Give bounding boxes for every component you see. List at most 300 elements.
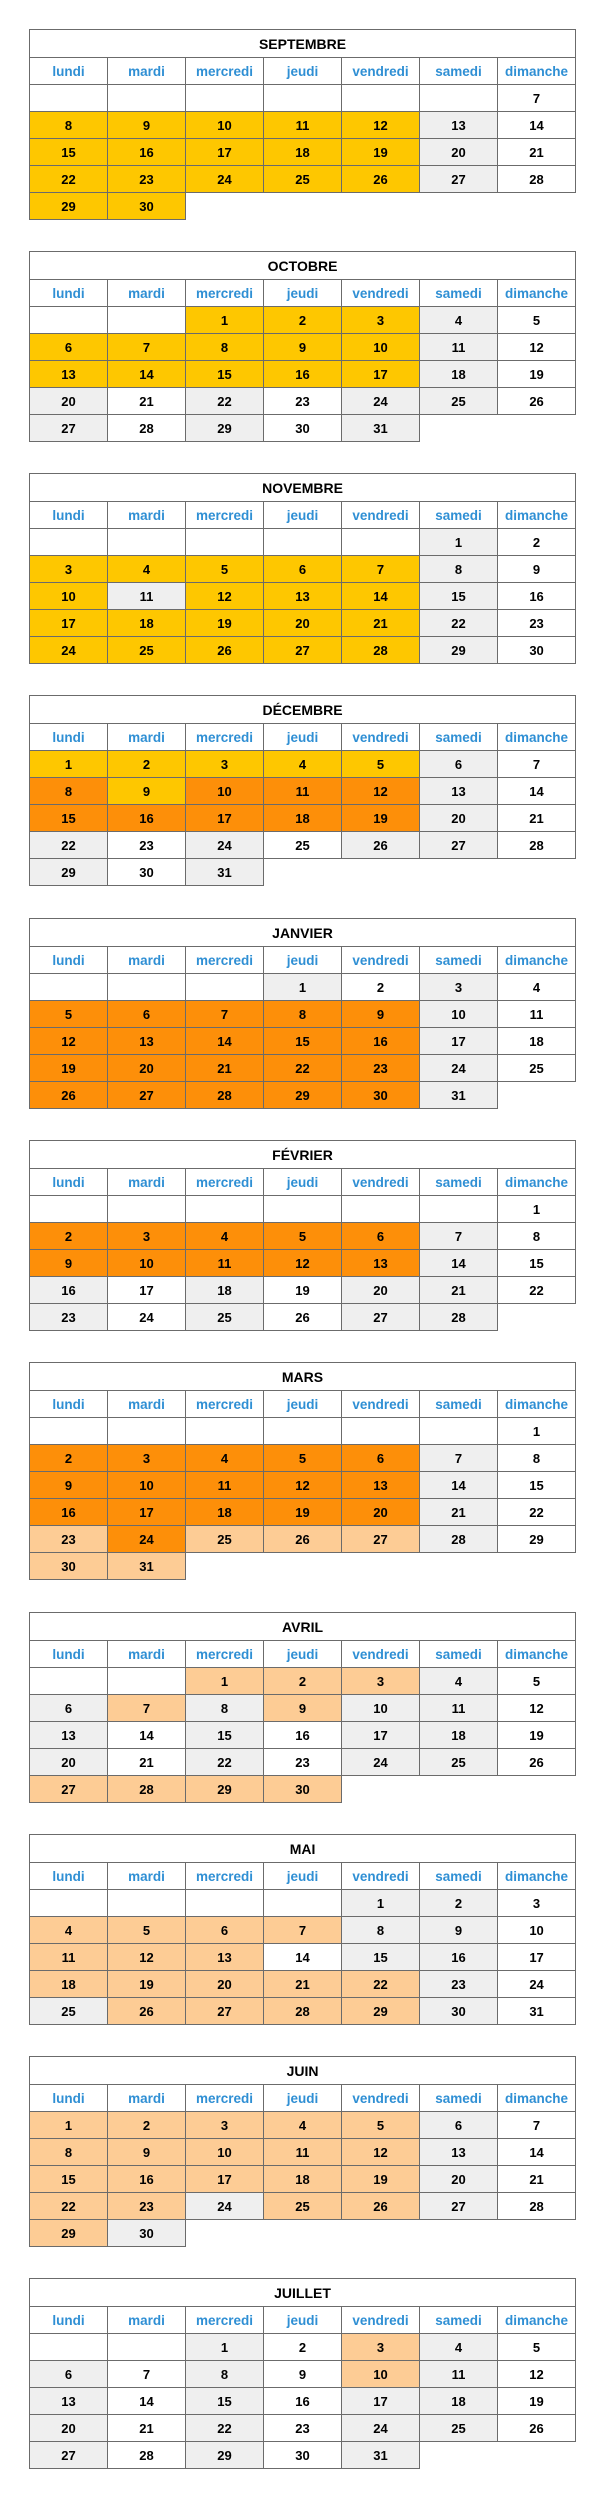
day-cell: 18 <box>264 2166 342 2193</box>
day-cell: 23 <box>498 610 576 637</box>
day-cell: 14 <box>108 2388 186 2415</box>
day-cell: 13 <box>342 1250 420 1277</box>
day-cell: 4 <box>186 1223 264 1250</box>
empty-cell <box>108 2334 186 2361</box>
day-cell: 19 <box>342 139 420 166</box>
weekday-label: dimanche <box>498 1641 576 1668</box>
day-cell: 28 <box>342 637 420 664</box>
weekday-label: lundi <box>30 1863 108 1890</box>
day-cell: 16 <box>108 2166 186 2193</box>
day-cell: 11 <box>264 112 342 139</box>
day-cell: 4 <box>420 1668 498 1695</box>
month-title: JUILLET <box>30 2279 576 2307</box>
day-cell: 8 <box>30 778 108 805</box>
day-cell: 7 <box>108 1695 186 1722</box>
empty-cell <box>108 85 186 112</box>
day-cell: 22 <box>186 2415 264 2442</box>
weekday-header-row <box>30 502 576 529</box>
week-row <box>30 832 576 859</box>
empty-cell <box>342 1776 420 1803</box>
day-cell: 10 <box>498 1917 576 1944</box>
day-cell: 22 <box>186 1749 264 1776</box>
week-row <box>30 1055 576 1082</box>
day-cell: 9 <box>342 1001 420 1028</box>
day-cell: 24 <box>30 637 108 664</box>
day-cell: 20 <box>342 1277 420 1304</box>
day-cell: 7 <box>108 2361 186 2388</box>
day-cell: 21 <box>498 805 576 832</box>
weekday-label: jeudi <box>264 724 342 751</box>
day-cell: 15 <box>420 583 498 610</box>
day-cell: 22 <box>420 610 498 637</box>
day-cell: 9 <box>108 112 186 139</box>
day-cell: 6 <box>186 1917 264 1944</box>
day-cell: 12 <box>186 583 264 610</box>
day-cell: 22 <box>264 1055 342 1082</box>
day-cell: 4 <box>264 2112 342 2139</box>
weekday-label: samedi <box>420 1641 498 1668</box>
empty-cell <box>186 1553 264 1580</box>
month-table <box>29 2278 576 2469</box>
day-cell: 5 <box>498 1668 576 1695</box>
empty-cell <box>264 859 342 886</box>
day-cell: 2 <box>30 1223 108 1250</box>
empty-cell <box>420 1553 498 1580</box>
weekday-label: mardi <box>108 724 186 751</box>
day-cell: 23 <box>264 1749 342 1776</box>
weekday-label: dimanche <box>498 947 576 974</box>
weekday-label: vendredi <box>342 947 420 974</box>
weekday-label: vendredi <box>342 280 420 307</box>
empty-cell <box>186 1196 264 1223</box>
day-cell: 1 <box>186 2334 264 2361</box>
weekday-header-row <box>30 1863 576 1890</box>
empty-cell <box>30 1668 108 1695</box>
day-cell: 23 <box>264 388 342 415</box>
empty-cell <box>342 2220 420 2247</box>
day-cell: 3 <box>342 1668 420 1695</box>
weekday-label: jeudi <box>264 58 342 85</box>
day-cell: 28 <box>108 1776 186 1803</box>
day-cell: 13 <box>186 1944 264 1971</box>
day-cell: 13 <box>420 778 498 805</box>
day-cell: 12 <box>342 2139 420 2166</box>
week-row <box>30 2139 576 2166</box>
day-cell: 25 <box>186 1304 264 1331</box>
week-row <box>30 2334 576 2361</box>
week-row <box>30 2442 576 2469</box>
day-cell: 7 <box>108 334 186 361</box>
day-cell: 17 <box>342 2388 420 2415</box>
day-cell: 14 <box>108 361 186 388</box>
weekday-header-row <box>30 724 576 751</box>
day-cell: 17 <box>186 2166 264 2193</box>
day-cell: 4 <box>30 1917 108 1944</box>
day-cell: 16 <box>108 805 186 832</box>
weekday-label: vendredi <box>342 1391 420 1418</box>
weekday-label: vendredi <box>342 502 420 529</box>
day-cell: 11 <box>186 1250 264 1277</box>
day-cell: 24 <box>342 1749 420 1776</box>
day-cell: 14 <box>342 583 420 610</box>
day-cell: 17 <box>342 361 420 388</box>
week-row <box>30 1944 576 1971</box>
day-cell: 21 <box>108 1749 186 1776</box>
day-cell: 12 <box>264 1472 342 1499</box>
empty-cell <box>420 1418 498 1445</box>
day-cell: 25 <box>264 2193 342 2220</box>
weekday-label: lundi <box>30 280 108 307</box>
day-cell: 28 <box>420 1526 498 1553</box>
weekday-label: mardi <box>108 1169 186 1196</box>
weekday-label: dimanche <box>498 1169 576 1196</box>
day-cell: 25 <box>108 637 186 664</box>
empty-cell <box>30 2334 108 2361</box>
empty-cell <box>342 193 420 220</box>
month-title: NOVEMBRE <box>30 474 576 502</box>
empty-cell <box>264 2220 342 2247</box>
weekday-label: lundi <box>30 1391 108 1418</box>
day-cell: 5 <box>264 1223 342 1250</box>
day-cell: 26 <box>186 637 264 664</box>
day-cell: 27 <box>342 1526 420 1553</box>
day-cell: 14 <box>498 2139 576 2166</box>
day-cell: 15 <box>186 361 264 388</box>
weekday-label: lundi <box>30 2307 108 2334</box>
day-cell: 23 <box>108 832 186 859</box>
day-cell: 8 <box>498 1223 576 1250</box>
day-cell: 25 <box>498 1055 576 1082</box>
weekday-label: jeudi <box>264 502 342 529</box>
day-cell: 1 <box>186 307 264 334</box>
week-row <box>30 415 576 442</box>
day-cell: 1 <box>342 1890 420 1917</box>
day-cell: 13 <box>420 2139 498 2166</box>
day-cell: 30 <box>498 637 576 664</box>
day-cell: 24 <box>186 832 264 859</box>
day-cell: 6 <box>30 1695 108 1722</box>
week-row <box>30 2193 576 2220</box>
day-cell: 29 <box>186 1776 264 1803</box>
day-cell: 14 <box>498 112 576 139</box>
weekday-label: samedi <box>420 502 498 529</box>
day-cell: 7 <box>420 1223 498 1250</box>
day-cell: 4 <box>420 2334 498 2361</box>
day-cell: 3 <box>342 2334 420 2361</box>
day-cell: 20 <box>420 2166 498 2193</box>
day-cell: 21 <box>342 610 420 637</box>
weekday-label: mardi <box>108 1641 186 1668</box>
day-cell: 11 <box>420 1695 498 1722</box>
weekday-header-row <box>30 1391 576 1418</box>
day-cell: 19 <box>498 1722 576 1749</box>
weekday-label: mercredi <box>186 1641 264 1668</box>
weekday-label: lundi <box>30 1169 108 1196</box>
day-cell: 6 <box>264 556 342 583</box>
day-cell: 19 <box>264 1277 342 1304</box>
day-cell: 20 <box>420 805 498 832</box>
day-cell: 6 <box>30 334 108 361</box>
day-cell: 15 <box>30 139 108 166</box>
week-row <box>30 556 576 583</box>
month-title: JANVIER <box>30 919 576 947</box>
day-cell: 22 <box>498 1499 576 1526</box>
day-cell: 20 <box>186 1971 264 1998</box>
day-cell: 6 <box>420 751 498 778</box>
weekday-label: lundi <box>30 58 108 85</box>
day-cell: 29 <box>264 1082 342 1109</box>
day-cell: 12 <box>498 2361 576 2388</box>
day-cell: 8 <box>186 2361 264 2388</box>
day-cell: 17 <box>420 1028 498 1055</box>
week-row <box>30 1196 576 1223</box>
day-cell: 24 <box>420 1055 498 1082</box>
day-cell: 6 <box>30 2361 108 2388</box>
weekday-label: samedi <box>420 724 498 751</box>
day-cell: 11 <box>264 2139 342 2166</box>
day-cell: 11 <box>264 778 342 805</box>
week-row <box>30 2166 576 2193</box>
weekday-label: samedi <box>420 947 498 974</box>
weekday-label: jeudi <box>264 2307 342 2334</box>
weekday-label: jeudi <box>264 2085 342 2112</box>
day-cell: 29 <box>186 2442 264 2469</box>
week-row <box>30 1890 576 1917</box>
weekday-label: mercredi <box>186 1169 264 1196</box>
day-cell: 20 <box>30 2415 108 2442</box>
day-cell: 2 <box>108 751 186 778</box>
week-row <box>30 529 576 556</box>
month-table <box>29 1834 576 2025</box>
day-cell: 19 <box>342 805 420 832</box>
day-cell: 8 <box>264 1001 342 1028</box>
empty-cell <box>498 1553 576 1580</box>
day-cell: 9 <box>30 1472 108 1499</box>
weekday-header-row <box>30 58 576 85</box>
day-cell: 20 <box>264 610 342 637</box>
empty-cell <box>108 1196 186 1223</box>
weekday-label: dimanche <box>498 2307 576 2334</box>
day-cell: 12 <box>264 1250 342 1277</box>
day-cell: 11 <box>498 1001 576 1028</box>
week-row <box>30 1418 576 1445</box>
day-cell: 30 <box>108 193 186 220</box>
day-cell: 15 <box>186 1722 264 1749</box>
day-cell: 21 <box>498 139 576 166</box>
day-cell: 24 <box>108 1526 186 1553</box>
day-cell: 4 <box>264 751 342 778</box>
day-cell: 15 <box>30 2166 108 2193</box>
day-cell: 30 <box>264 1776 342 1803</box>
day-cell: 19 <box>498 2388 576 2415</box>
empty-cell <box>30 1418 108 1445</box>
day-cell: 2 <box>264 307 342 334</box>
week-row <box>30 112 576 139</box>
day-cell: 6 <box>420 2112 498 2139</box>
empty-cell <box>264 1196 342 1223</box>
day-cell: 10 <box>342 2361 420 2388</box>
empty-cell <box>108 307 186 334</box>
day-cell: 18 <box>264 805 342 832</box>
day-cell: 12 <box>498 334 576 361</box>
day-cell: 5 <box>186 556 264 583</box>
day-cell: 16 <box>264 361 342 388</box>
day-cell: 12 <box>498 1695 576 1722</box>
week-row <box>30 2388 576 2415</box>
day-cell: 8 <box>30 2139 108 2166</box>
day-cell: 26 <box>498 1749 576 1776</box>
day-cell: 25 <box>420 1749 498 1776</box>
empty-cell <box>498 1776 576 1803</box>
week-row <box>30 2112 576 2139</box>
day-cell: 20 <box>30 1749 108 1776</box>
weekday-label: mardi <box>108 1863 186 1890</box>
day-cell: 1 <box>186 1668 264 1695</box>
day-cell: 30 <box>30 1553 108 1580</box>
weekday-label: mardi <box>108 58 186 85</box>
week-row <box>30 1668 576 1695</box>
day-cell: 9 <box>108 2139 186 2166</box>
day-cell: 20 <box>108 1055 186 1082</box>
empty-cell <box>420 1196 498 1223</box>
month-title: MARS <box>30 1363 576 1391</box>
weekday-label: mercredi <box>186 947 264 974</box>
week-row <box>30 85 576 112</box>
day-cell: 28 <box>108 2442 186 2469</box>
weekday-label: jeudi <box>264 947 342 974</box>
day-cell: 17 <box>498 1944 576 1971</box>
day-cell: 13 <box>108 1028 186 1055</box>
day-cell: 19 <box>264 1499 342 1526</box>
empty-cell <box>498 2220 576 2247</box>
day-cell: 22 <box>186 388 264 415</box>
day-cell: 30 <box>264 415 342 442</box>
weekday-label: mercredi <box>186 58 264 85</box>
weekday-label: samedi <box>420 58 498 85</box>
weekday-label: mercredi <box>186 280 264 307</box>
day-cell: 10 <box>186 778 264 805</box>
day-cell: 24 <box>342 2415 420 2442</box>
day-cell: 27 <box>108 1082 186 1109</box>
day-cell: 26 <box>264 1304 342 1331</box>
day-cell: 11 <box>420 334 498 361</box>
weekday-label: vendredi <box>342 2085 420 2112</box>
empty-cell <box>264 1418 342 1445</box>
week-row <box>30 361 576 388</box>
week-row <box>30 751 576 778</box>
weekday-label: dimanche <box>498 1391 576 1418</box>
empty-cell <box>108 974 186 1001</box>
day-cell: 9 <box>498 556 576 583</box>
month-table <box>29 695 576 886</box>
day-cell: 6 <box>342 1445 420 1472</box>
weekday-label: mercredi <box>186 2085 264 2112</box>
day-cell: 27 <box>30 1776 108 1803</box>
week-row <box>30 778 576 805</box>
weekday-label: samedi <box>420 2307 498 2334</box>
day-cell: 22 <box>342 1971 420 1998</box>
day-cell: 17 <box>108 1499 186 1526</box>
day-cell: 18 <box>186 1277 264 1304</box>
empty-cell <box>30 307 108 334</box>
empty-cell <box>264 193 342 220</box>
weekday-label: dimanche <box>498 1863 576 1890</box>
day-cell: 16 <box>108 139 186 166</box>
day-cell: 26 <box>498 2415 576 2442</box>
day-cell: 17 <box>342 1722 420 1749</box>
day-cell: 28 <box>264 1998 342 2025</box>
day-cell: 20 <box>420 139 498 166</box>
day-cell: 28 <box>498 832 576 859</box>
day-cell: 26 <box>342 2193 420 2220</box>
week-row <box>30 307 576 334</box>
weekday-label: mercredi <box>186 1391 264 1418</box>
day-cell: 2 <box>342 974 420 1001</box>
day-cell: 2 <box>264 1668 342 1695</box>
day-cell: 2 <box>30 1445 108 1472</box>
week-row <box>30 2361 576 2388</box>
empty-cell <box>186 974 264 1001</box>
day-cell: 29 <box>30 859 108 886</box>
day-cell: 23 <box>30 1304 108 1331</box>
day-cell: 13 <box>264 583 342 610</box>
day-cell: 19 <box>342 2166 420 2193</box>
day-cell: 15 <box>30 805 108 832</box>
empty-cell <box>342 85 420 112</box>
empty-cell <box>342 859 420 886</box>
day-cell: 11 <box>30 1944 108 1971</box>
weekday-label: vendredi <box>342 2307 420 2334</box>
empty-cell <box>420 415 498 442</box>
day-cell: 26 <box>264 1526 342 1553</box>
weekday-header-row <box>30 1641 576 1668</box>
day-cell: 26 <box>30 1082 108 1109</box>
day-cell: 10 <box>108 1472 186 1499</box>
empty-cell <box>264 529 342 556</box>
day-cell: 9 <box>264 1695 342 1722</box>
day-cell: 9 <box>30 1250 108 1277</box>
day-cell: 25 <box>264 166 342 193</box>
day-cell: 12 <box>30 1028 108 1055</box>
week-row <box>30 334 576 361</box>
week-row <box>30 1917 576 1944</box>
day-cell: 2 <box>108 2112 186 2139</box>
day-cell: 18 <box>264 139 342 166</box>
week-row <box>30 1472 576 1499</box>
day-cell: 13 <box>420 112 498 139</box>
week-row <box>30 637 576 664</box>
day-cell: 3 <box>108 1445 186 1472</box>
day-cell: 14 <box>498 778 576 805</box>
weekday-label: mardi <box>108 2085 186 2112</box>
day-cell: 8 <box>186 334 264 361</box>
week-row <box>30 139 576 166</box>
weekday-label: vendredi <box>342 724 420 751</box>
day-cell: 15 <box>186 2388 264 2415</box>
day-cell: 18 <box>498 1028 576 1055</box>
day-cell: 23 <box>108 166 186 193</box>
day-cell: 10 <box>186 2139 264 2166</box>
day-cell: 2 <box>264 2334 342 2361</box>
day-cell: 30 <box>108 859 186 886</box>
day-cell: 28 <box>420 1304 498 1331</box>
day-cell: 3 <box>108 1223 186 1250</box>
day-cell: 24 <box>108 1304 186 1331</box>
day-cell: 3 <box>498 1890 576 1917</box>
empty-cell <box>498 415 576 442</box>
weekday-label: mercredi <box>186 502 264 529</box>
week-row <box>30 1776 576 1803</box>
